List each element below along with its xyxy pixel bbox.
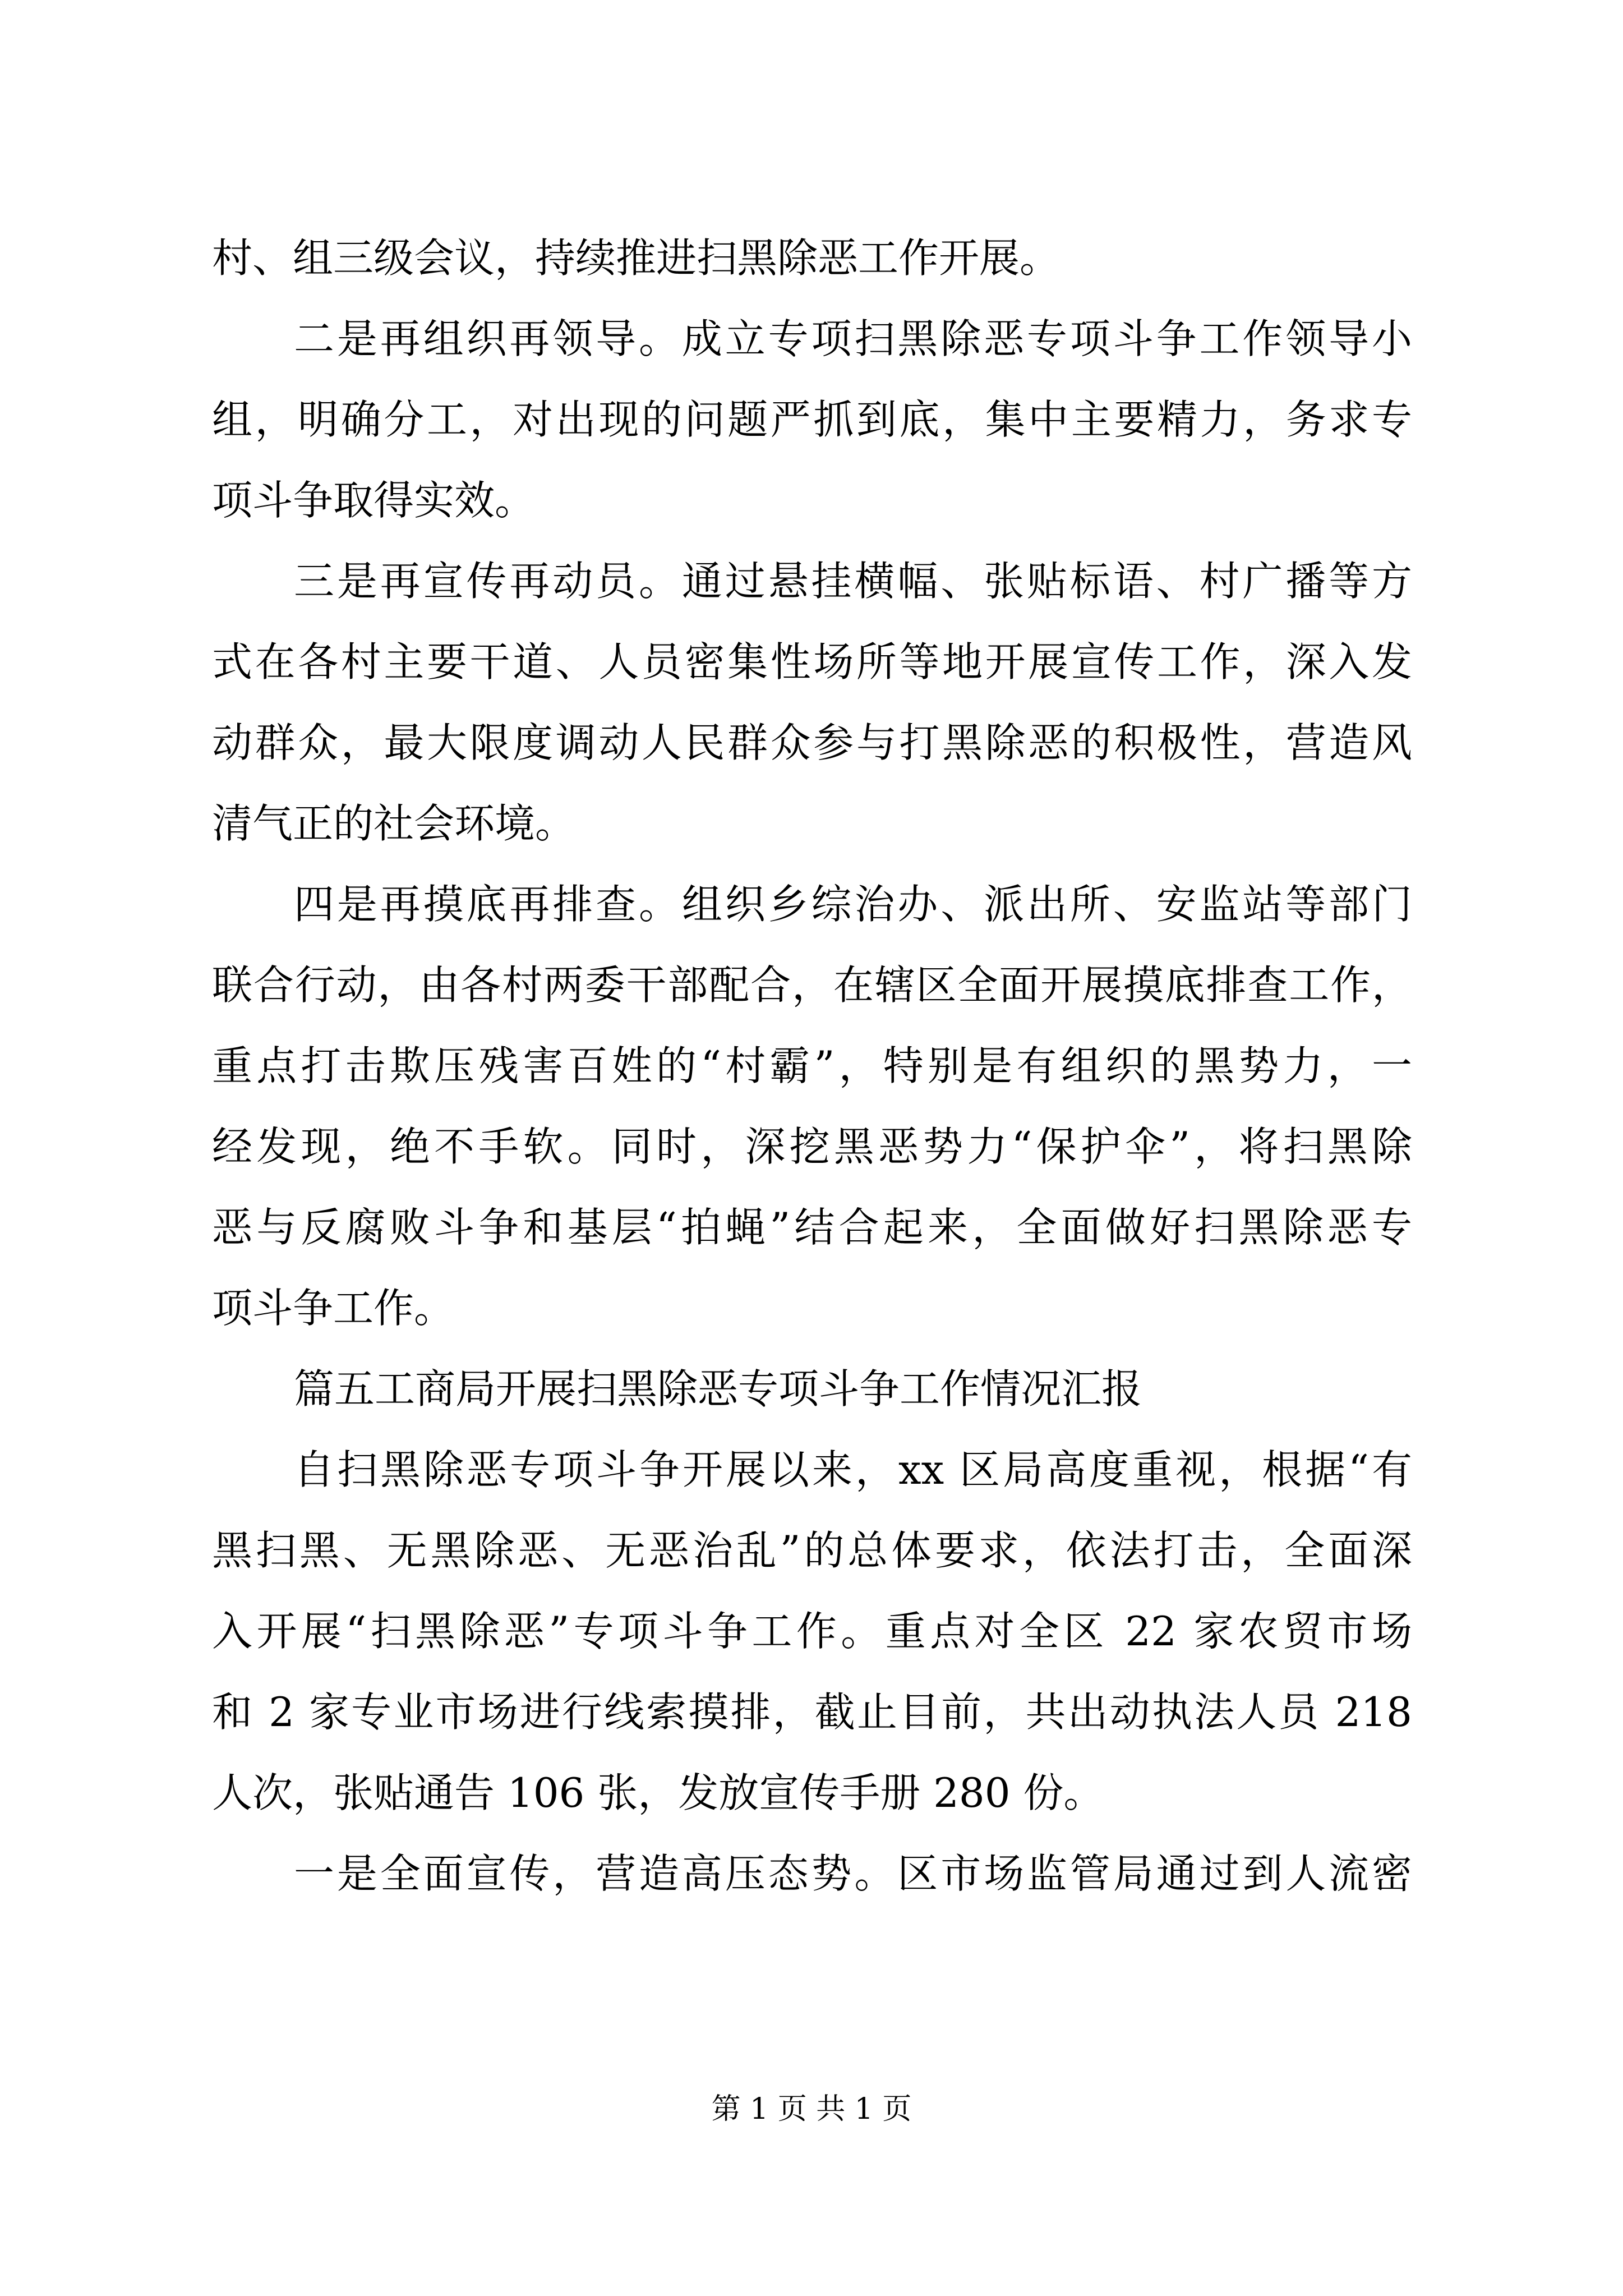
text-line: 黑扫黑、无黑除恶、无恶治乱”的总体要求，依法打击，全面深 [212,1527,1412,1574]
text-line: 式在各村主要干道、人员密集性场所等地开展宣传工作，深入发 [212,638,1412,685]
text-line: 三是再宣传再动员。通过悬挂横幅、张贴标语、村广播等方 [294,558,1412,605]
text-line: 项斗争工作。 [212,1285,455,1332]
text-line: 经发现，绝不手软。同时，深挖黑恶势力“保护伞”，将扫黑除 [212,1123,1412,1170]
text-line: 清气正的社会环境。 [212,800,576,847]
text-line: 联合行动，由各村两委干部配合，在辖区全面开展摸底排查工作， [212,961,1412,1009]
text-line: 二是再组织再领导。成立专项扫黑除恶专项斗争工作领导小 [294,315,1412,362]
text-line: 项斗争取得实效。 [212,477,536,524]
text-line: 恶与反腐败斗争和基层“拍蝇”结合起来，全面做好扫黑除恶专 [212,1204,1412,1251]
text-line: 一是全面宣传，营造高压态势。区市场监管局通过到人流密 [294,1850,1412,1897]
text-line: 重点打击欺压残害百姓的“村霸”，特别是有组织的黑势力，一 [212,1042,1412,1089]
text-line: 和 2 家专业市场进行线索摸排，截止目前，共出动执法人员 218 [212,1688,1412,1736]
text-line: 篇五工商局开展扫黑除恶专项斗争工作情况汇报 [294,1365,1142,1412]
page-footer: 第 1 页 共 1 页 [711,2092,912,2126]
text-line: 四是再摸底再排查。组织乡综治办、派出所、安监站等部门 [294,881,1412,928]
document-body [212,218,1412,1914]
text-line: 人次，张贴通告 106 张，发放宣传手册 280 份。 [212,1769,1104,1816]
text-line: 入开展“扫黑除恶”专项斗争工作。重点对全区 22 家农贸市场 [212,1608,1412,1655]
text-line: 动群众，最大限度调动人民群众参与打黑除恶的积极性，营造风 [212,719,1412,766]
text-line: 村、组三级会议，持续推进扫黑除恶工作开展。 [212,234,1061,282]
text-line: 组，明确分工，对出现的问题严抓到底，集中主要精力，务求专 [212,396,1412,443]
text-line: 自扫黑除恶专项斗争开展以来，xx 区局高度重视，根据“有 [294,1446,1412,1493]
